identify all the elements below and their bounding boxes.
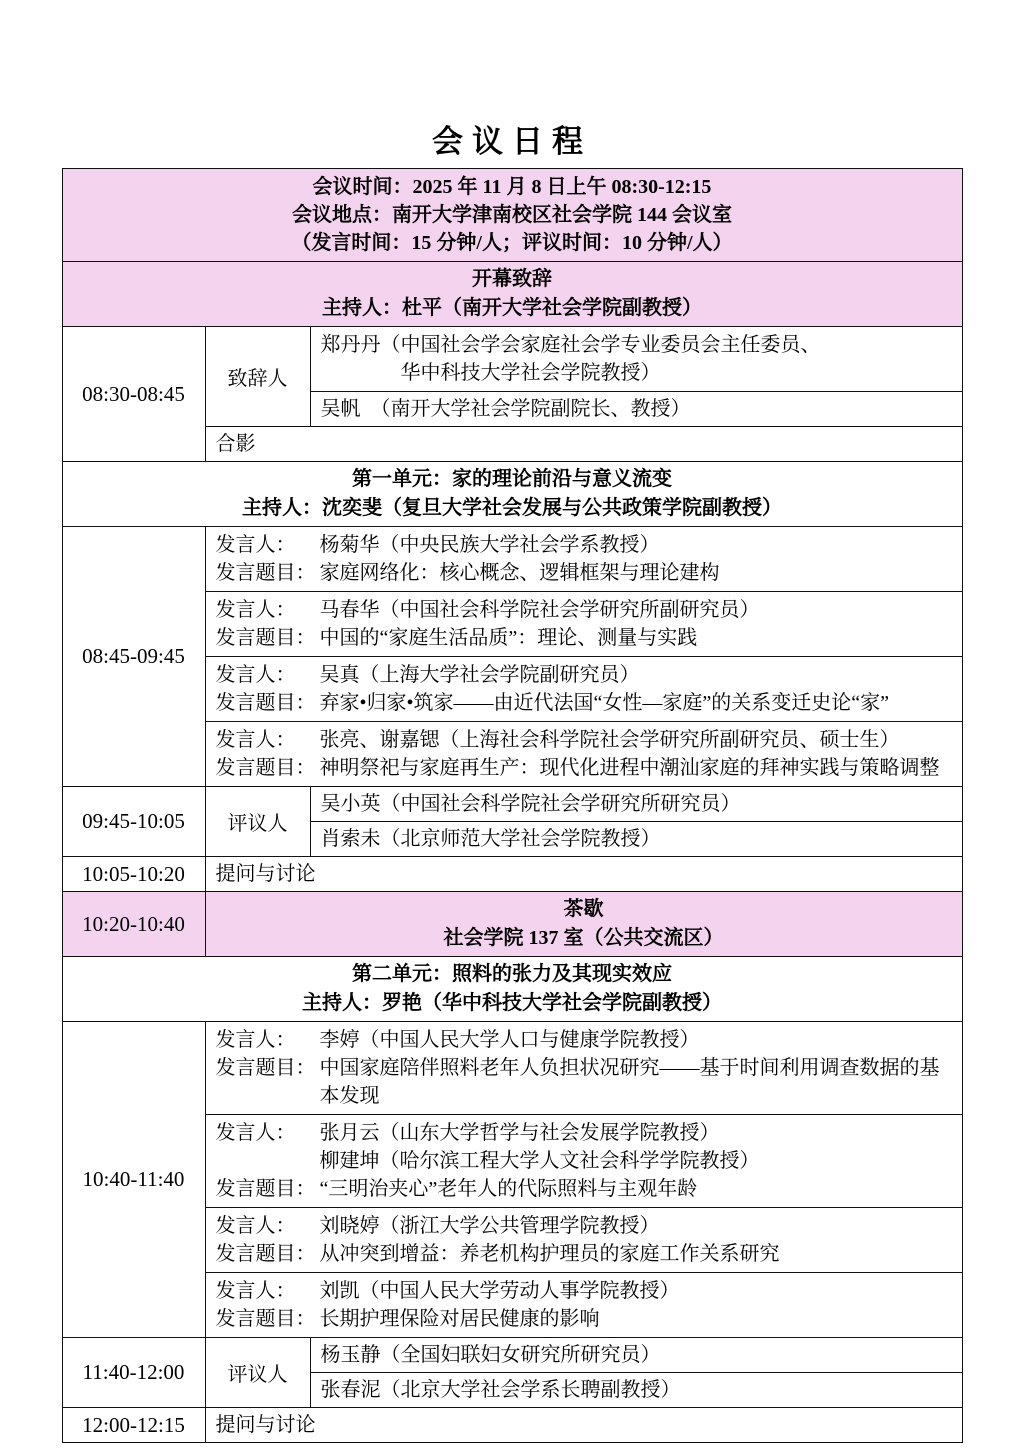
meeting-info-row bbox=[62, 169, 962, 262]
speaker-line: 郑丹丹（中国社会学会家庭社会学专业委员会主任委员、 bbox=[320, 334, 821, 356]
opening-header-row bbox=[62, 262, 962, 327]
unit1-header-cell bbox=[62, 462, 962, 527]
role-cell: 致辞人 bbox=[205, 327, 310, 427]
talk-topic: 家庭网络化：核心概念、逻辑框架与理论建构 bbox=[319, 562, 720, 584]
talk-cell bbox=[205, 657, 962, 722]
talk-cell bbox=[205, 1115, 962, 1208]
time-cell: 10:05-10:20 bbox=[62, 857, 205, 892]
unit2-header-cell bbox=[62, 957, 962, 1022]
talk-cell bbox=[205, 592, 962, 657]
unit1-talk-row bbox=[62, 527, 962, 592]
topic-label: 发言题目： bbox=[215, 757, 316, 779]
meeting-rules: （发言时间：15 分钟/人；评议时间：10 分钟/人） bbox=[291, 232, 733, 254]
break-cell bbox=[205, 892, 962, 957]
speaker-name: 张月云（山东大学哲学与社会发展学院教授） bbox=[319, 1122, 720, 1144]
unit1-qa-row bbox=[62, 857, 962, 892]
speaker-cell: 吴帆 （南开大学社会学院副院长、教授） bbox=[310, 392, 962, 427]
role-cell: 评议人 bbox=[205, 1338, 310, 1408]
speaker-label: 发言人： bbox=[215, 1215, 296, 1237]
speaker-label: 发言人： bbox=[215, 664, 296, 686]
speaker-name: 刘晓婷（浙江大学公共管理学院教授） bbox=[319, 1215, 660, 1237]
talk-topic: 中国的“家庭生活品质”：理论、测量与实践 bbox=[319, 627, 698, 649]
speaker-label: 发言人： bbox=[215, 599, 296, 621]
speaker-cell bbox=[310, 327, 962, 392]
meeting-info-cell bbox=[62, 169, 962, 262]
unit1-host: 主持人：沈奕斐（复旦大学社会发展与公共政策学院副教授） bbox=[242, 497, 782, 519]
talk-cell bbox=[205, 722, 962, 787]
topic-label: 发言题目： bbox=[215, 562, 316, 584]
speaker-name: 吴真（上海大学社会学院副研究员） bbox=[319, 664, 640, 686]
unit1-header-row bbox=[62, 462, 962, 527]
unit2-talk-row bbox=[62, 1022, 962, 1115]
speaker-label: 发言人： bbox=[215, 1029, 296, 1051]
schedule-table bbox=[62, 168, 963, 1443]
talk-cell bbox=[205, 527, 962, 592]
page-title: 会议日程 bbox=[432, 124, 592, 159]
qa-cell: 提问与讨论 bbox=[205, 1408, 962, 1443]
unit2-header-row bbox=[62, 957, 962, 1022]
speaker-name: 柳建坤（哈尔滨工程大学人文社会科学学院教授） bbox=[319, 1150, 760, 1172]
time-cell: 08:30-08:45 bbox=[62, 327, 205, 462]
opening-title: 开幕致辞 bbox=[472, 268, 552, 290]
opening-host: 主持人：杜平（南开大学社会学院副教授） bbox=[322, 297, 702, 319]
unit1-review-row-1 bbox=[62, 787, 962, 822]
reviewer-cell: 张春泥（北京大学社会学系长聘副教授） bbox=[310, 1373, 962, 1408]
time-cell: 09:45-10:05 bbox=[62, 787, 205, 857]
unit1-title: 第一单元：家的理论前沿与意义流变 bbox=[352, 468, 672, 490]
topic-label: 发言题目： bbox=[215, 1243, 316, 1265]
speaker-name: 刘凯（中国人民大学劳动人事学院教授） bbox=[319, 1280, 680, 1302]
time-cell: 11:40-12:00 bbox=[62, 1338, 205, 1408]
talk-topic: 弃家•归家•筑家——由近代法国“女性—家庭”的关系变迁史论“家” bbox=[319, 692, 890, 714]
speaker-name: 张亮、谢嘉锶（上海社会科学院社会学研究所副研究员、硕士生） bbox=[319, 729, 900, 751]
unit2-review-row-1 bbox=[62, 1338, 962, 1373]
unit2-qa-row bbox=[62, 1408, 962, 1443]
time-cell: 08:45-09:45 bbox=[62, 527, 205, 787]
topic-label: 发言题目： bbox=[215, 1057, 316, 1079]
talk-cell bbox=[205, 1273, 962, 1338]
speaker-name: 杨菊华（中央民族大学社会学系教授） bbox=[319, 534, 660, 556]
group-photo-cell: 合影 bbox=[205, 427, 962, 462]
reviewer-cell: 吴小英（中国社会科学院社会学研究所研究员） bbox=[310, 787, 962, 822]
speaker-label: 发言人： bbox=[215, 534, 296, 556]
opening-header-cell bbox=[62, 262, 962, 327]
speaker-name: 马春华（中国社会科学院社会学研究所副研究员） bbox=[319, 599, 760, 621]
talk-topic: 长期护理保险对居民健康的影响 bbox=[319, 1308, 600, 1330]
unit2-title: 第二单元：照料的张力及其现实效应 bbox=[352, 963, 672, 985]
speaker-label: 发言人： bbox=[215, 729, 296, 751]
speaker-label: 发言人： bbox=[215, 1122, 296, 1144]
talk-topic: 神明祭祀与家庭再生产：现代化进程中潮汕家庭的拜神实践与策略调整 bbox=[319, 757, 940, 779]
break-location: 社会学院 137 室（公共交流区） bbox=[443, 927, 724, 949]
break-title: 茶歇 bbox=[563, 898, 604, 920]
speaker-name: 李婷（中国人民大学人口与健康学院教授） bbox=[319, 1029, 700, 1051]
talk-cell bbox=[205, 1022, 962, 1115]
topic-label: 发言题目： bbox=[215, 1178, 316, 1200]
break-row bbox=[62, 892, 962, 957]
topic-label: 发言题目： bbox=[215, 1308, 316, 1330]
speaker-line-cont: 华中科技大学社会学院教授） bbox=[400, 362, 661, 384]
speaker-label: 发言人： bbox=[215, 1280, 296, 1302]
time-cell: 10:20-10:40 bbox=[62, 892, 205, 957]
talk-topic: “三明治夹心”老年人的代际照料与主观年龄 bbox=[319, 1178, 698, 1200]
meeting-location: 会议地点：南开大学津南校区社会学院 144 会议室 bbox=[292, 204, 732, 226]
speaker-label-spacer bbox=[216, 1147, 320, 1175]
talk-topic: 中国家庭陪伴照料老年人负担状况研究——基于时间利用调查数据的基本发现 bbox=[319, 1057, 940, 1107]
topic-label: 发言题目： bbox=[215, 692, 316, 714]
opening-row-1 bbox=[62, 327, 962, 392]
reviewer-cell: 肖索未（北京师范大学社会学院教授） bbox=[310, 822, 962, 857]
role-cell: 评议人 bbox=[205, 787, 310, 857]
reviewer-cell: 杨玉静（全国妇联妇女研究所研究员） bbox=[310, 1338, 962, 1373]
meeting-time: 会议时间：2025 年 11 月 8 日上午 08:30-12:15 bbox=[312, 176, 712, 198]
talk-cell bbox=[205, 1208, 962, 1273]
time-cell: 12:00-12:15 bbox=[62, 1408, 205, 1443]
topic-label: 发言题目： bbox=[215, 627, 316, 649]
unit2-host: 主持人：罗艳（华中科技大学社会学院副教授） bbox=[302, 992, 722, 1014]
talk-topic: 从冲突到增益：养老机构护理员的家庭工作关系研究 bbox=[319, 1243, 780, 1265]
time-cell: 10:40-11:40 bbox=[62, 1022, 205, 1338]
qa-cell: 提问与讨论 bbox=[205, 857, 962, 892]
